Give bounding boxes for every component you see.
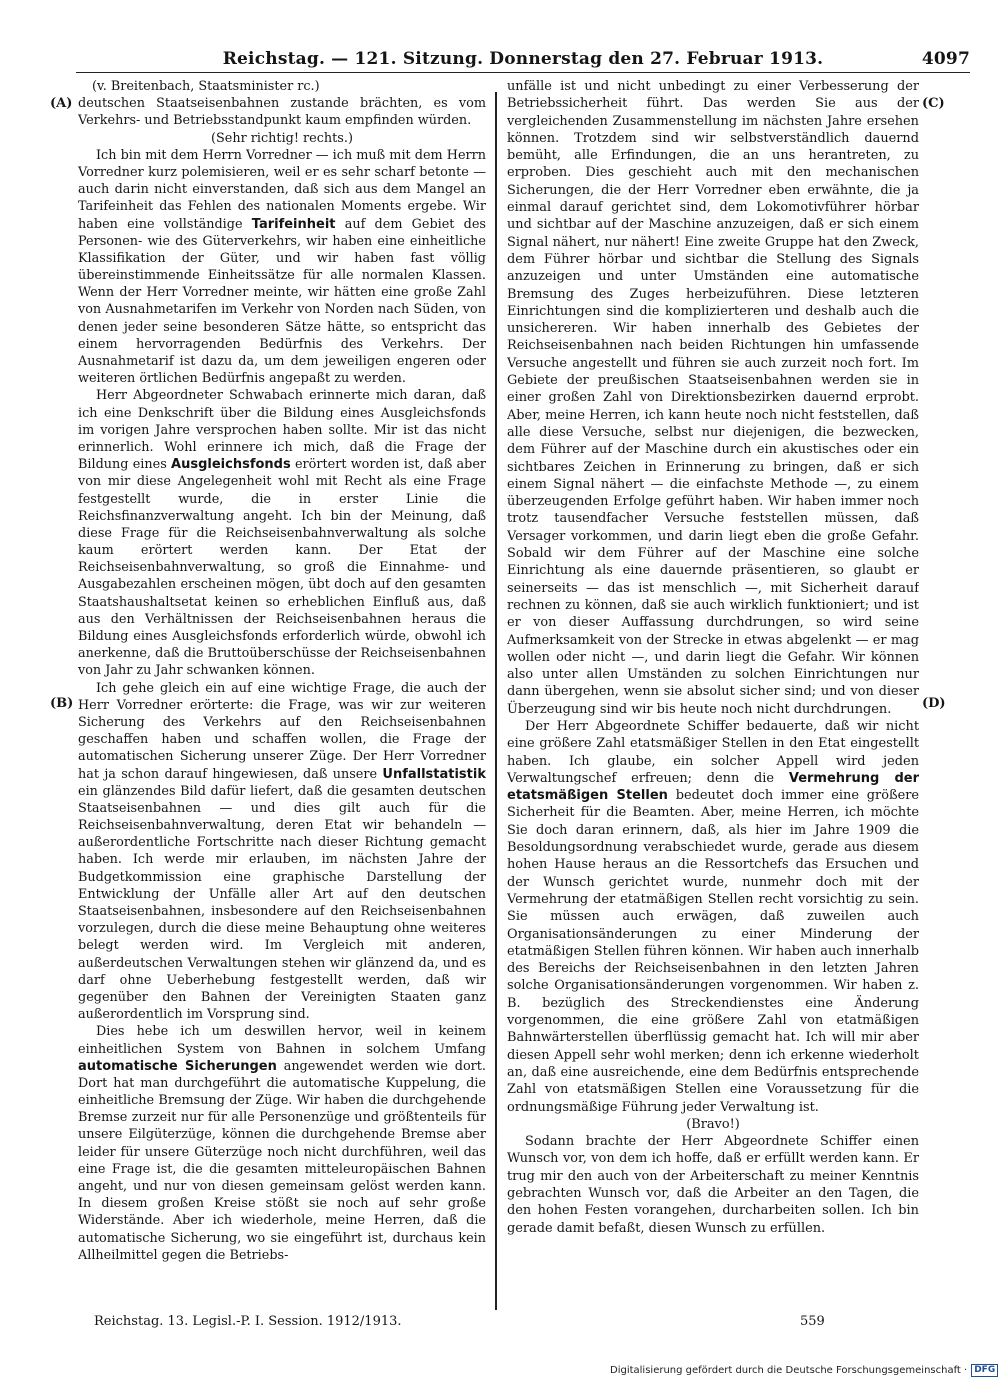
paragraph: Ich gehe gleich ein auf eine wichtige Frage, die auch der Herr Vorredner erörterte: die Frage, was wir zur weiteren Sicherung des Verkehrs auf den Reichseisenbahnen geschaffen haben und schaffen wollen, die Frage der automatischen Sicherung unserer Züge. Der Herr Vorredner hat ja schon darauf hingewiesen, daß unsere Unfallstatistik ein glänzendes Bild dafür liefert, daß die gesamten deutschen Staatseisenbahnen — und dies gilt auch für die Reichseisenbahnverwaltung, deren Etat wir behandeln — außerordentliche Fortschritte nach dieser Richtung gemacht haben. Ich werde mir erlauben, im nächsten Jahre der Budgetkommission eine graphische Darstellung der Entwicklung der Unfälle aller Art auf den deutschen Staatseisenbahnen, insbesondere auf den Reichseisenbahnen vorzulegen, durch die diese meine Behauptung ohne weiteres belegt werden wird. Im Vergleich mit anderen, außerdeutschen Verwaltungen stehen wir glänzend da, und es darf ohne Ueberhebung festgestellt werden, daß wir gegenüber den Bahnen der Vereinigten Staaten ganz außerordentlich im Vorsprung sind. (78, 680, 486, 1023)
digitization-note (610, 1364, 998, 1377)
footer-page-number: 559 (800, 1314, 825, 1329)
interjection: (Sehr richtig! rechts.) (211, 130, 353, 146)
paragraph: Herr Abgeordneter Schwabach erinnerte mich daran, daß ich eine Denkschrift über die Bildung eines Ausgleichsfonds im vorigen Jahre versprochen haben sollte. Mir ist das nicht erinnerlich. Wohl erinnere ich mich, daß die Frage der Bildung eines Ausgleichsfonds erörtert worden ist, daß aber von mir diese Angelegenheit wohl mit Recht als eine Frage festgestellt wurde, die in erster Linie die Reichsfinanzverwaltung angeht. Ich bin der Meinung, daß diese Frage für die Reichseisenbahnverwaltung als solche kaum erörtert werden kann. Der Etat der Reichseisenbahnverwaltung, so groß die Einnahme- und Ausgabezahlen erscheinen mögen, übt doch auf den gesamten Staatshaushaltsetat keinen so erheblichen Einfluß aus, daß aus den Verhältnissen der Reichseisenbahnen heraus die Bildung eines Ausgleichsfonds erforderlich würde, obwohl ich anerkenne, daß die Bruttoüberschüsse der Reichseisenbahnen von Jahr zu Jahr schwanken können. (78, 388, 486, 679)
right-column (507, 78, 919, 1265)
header-title: Reichstag. — 121. Sitzung. Donnerstag den 27. Februar 1913. (222, 49, 824, 69)
margin-marker-a: (A) (50, 96, 73, 111)
paragraph: Ich bin mit dem Herrn Vorredner — ich muß mit dem Herrn Vorredner kurz polemisieren, weil er es sehr scharf betonte — auch darin nicht einverstanden, daß sich aus dem Mangel an Tarifeinheit das Fehlen des nationalen Moments ergebe. Wir haben eine vollständige Tarifeinheit auf dem Gebiet des Personen- wie des Güterverkehrs, wir haben eine einheitliche Klassifikation der Güter, und wir haben fast völlig übereinstimmende Einheitssätze für alle normalen Klassen. Wenn der Herr Vorredner meinte, wir hätten eine große Zahl von Ausnahmetarifen im Verkehr von Norden nach Süden, von denen jeder seine besonderen Sätze hätte, so entspricht das einem hervorragenden Bedürfnis des Verkehrs. Der Ausnahmetarif ist dazu da, um dem jeweiligen engeren oder weiteren örtlichen Bedürfnis angepaßt zu werden. (78, 147, 486, 387)
margin-marker-d: (D) (922, 696, 946, 711)
keyword: Tarifeinheit (251, 216, 336, 232)
keyword: automatische Sicherungen (78, 1058, 277, 1074)
paragraph: Sodann brachte der Herr Abgeordnete Schiffer einen Wunsch vor, von dem ich hoffe, daß er erfüllt werden kann. Er trug mir den auch von der Arbeiterschaft zu meiner Kenntnis gebrachten Wunsch vor, daß die Arbeiter an den Tagen, die den hohen Festen vorangehen, durcharbeiten sollen. Ich bin gerade damit befaßt, diesen Wunsch zu erfüllen. (507, 1134, 919, 1236)
keyword: Vermehrung der etatsmäßigen Stellen (507, 770, 919, 804)
paragraph: deutschen Staatseisenbahnen zustande brächten, es vom Verkehrs- und Betriebsstandpunkt kaum empfinden würden. (78, 96, 486, 129)
page-header (76, 46, 970, 73)
margin-marker-b: (B) (50, 696, 74, 711)
interjection: (Bravo!) (686, 1116, 740, 1132)
dfg-logo-icon: DFG (971, 1364, 998, 1377)
paragraph: Der Herr Abgeordnete Schiffer bedauerte, daß wir nicht eine größere Zahl etatsmäßiger Stellen in den Etat eingestellt haben. Ich glaube, ein solcher Appell wird jeden Verwaltungschef erfreuen; denn die Vermehrung der etatsmäßigen Stellen bedeutet doch immer eine größere Sicherheit für die Beamten. Aber, meine Herren, ich möchte Sie doch daran erinnern, daß, als hier im Jahre 1909 die Besoldungsordnung verabschiedet wurde, gerade aus diesem hohen Hause heraus an die Ressortchefs das Ersuchen und der Wunsch gerichtet wurde, nunmehr doch mit der Vermehrung der etatmäßigen Stellen recht vorsichtig zu sein. Sie müssen auch erwägen, daß zuweilen auch Organisationsänderungen zu einer Minderung der etatmäßigen Stellen führen können. Wir haben auch innerhalb des Bereichs der Reichseisenbahnen in den letzten Jahren solche Organisationsänderungen vorgenommen. Wir haben z. B. bezüglich des Streckendienstes eine Änderung vorgenommen, die eine größere Zahl von etatmäßigen Bahnwärterstellen überflüssig gemacht hat. Ich will mir aber diesen Appell sehr wohl merken; denn ich erkenne wiederholt an, daß eine ausreichende, eine dem Bedürfnis entsprechende Zahl von etatsmäßigen Stellen eine Voraussetzung für die ordnungsmäßige Führung jeder Verwaltung ist. (507, 718, 919, 1115)
paragraph: Dies hebe ich um deswillen hervor, weil in keinem einheitlichen System von Bahnen in solchem Umfang automatische Sicherungen angewendet werden wie dort. Dort hat man durchgeführt die automatische Kuppelung, die einheitliche Bremsung der Züge. Wir haben die durchgehende Bremse zurzeit nur für alle Personenzüge und größtenteils für unsere Eilgüterzüge, können die durchgehende Bremse aber leider für unsere Güterzüge noch nicht durchführen, weil das eine Frage ist, die die gesamten mitteleuropäischen Bahnen angeht, und nur von diesen gemeinsam gelöst werden kann. In diesem großen Kreise stößt sie noch auf sehr große Widerstände. Aber ich wiederhole, meine Herren, daß die automatische Sicherung, wo sie eingeführt ist, durchaus kein Allheilmittel gegen die Betriebs- (78, 1024, 486, 1263)
page-number: 4097 (921, 49, 970, 69)
paragraph: unfälle ist und nicht unbedingt zu einer Verbesserung der Betriebssicherheit führt. Das werden Sie aus der vergleichenden Zusammenstellung im nächsten Jahre ersehen können. Trotzdem sind wir selbstverständlich dauernd bemüht, alle Erfindungen, die an uns herantreten, zu erproben. Dies geschieht auch mit den mechanischen Sicherungen, die der Herr Vorredner eben erwähnte, die ja einmal darauf gerichtet sind, dem Lokomotivführer hörbar und sichtbar auf der Maschine anzuzeigen, daß er sich einem Signal nähert, nur nähert! Eine zweite Gruppe hat den Zweck, dem Führer hörbar und sichtbar die Stellung des Signals anzuzeigen und unter Umständen eine automatische Bremsung des Zuges herbeizuführen. Diese letzteren Einrichtungen sind die komplizierteren und deshalb auch die unsichereren. Wir haben innerhalb des Gebietes der Reichseisenbahnen nach beiden Richtungen hin umfassende Versuche angestellt und führen sie auch zurzeit noch fort. Im Gebiete der preußischen Staatseisenbahnen werden sie in einer großen Zahl von Direktionsbezirken dauernd erprobt. Aber, meine Herren, ich kann heute noch nicht feststellen, daß alle diese Versuche, selbst nur diejenigen, die bezwecken, dem Führer auf der Maschine durch ein akustisches oder ein sichtbares Zeichen in Erinnerung zu bringen, daß er sich einem Signal nähert — die einfachste Methode —, zu einem überzeugenden Erfolge geführt haben. Wir haben immer noch trotz tausendfacher Versuche feststellen müssen, daß Versager vorkommen, und darin liegt eben die große Gefahr. Sobald wir dem Führer auf der Maschine eine solche Einrichtung als eine dauernde präsentieren, so glaubt er seinerseits — das ist menschlich —, mit Sicherheit darauf rechnen zu können, daß sie auch wirklich funktioniert; und ist er von dieser Auffassung durchdrungen, so wird seine Aufmerksamkeit von der Strecke in etwas abgelenkt — er mag wollen oder nicht —, und darin liegt die Gefahr. Wir können also unter allen Umständen zu solchen Einrichtungen nur dann übergehen, wenn sie absolut sicher sind; und von dieser Überzeugung sind wir bis heute noch nicht durchdrungen. (507, 79, 919, 717)
left-column (78, 78, 486, 1265)
keyword: Unfallstatistik (382, 766, 486, 782)
speaker-note: (v. Breitenbach, Staatsminister rc.) (92, 79, 320, 94)
margin-marker-c: (C) (922, 96, 945, 111)
digitization-text: Digitalisierung gefördert durch die Deutsche Forschungsgemeinschaft · (610, 1365, 968, 1376)
keyword: Ausgleichsfonds (171, 457, 291, 473)
footer-session-info: Reichstag. 13. Legisl.-P. I. Session. 1912/1913. (94, 1314, 402, 1329)
column-divider (495, 92, 497, 1310)
